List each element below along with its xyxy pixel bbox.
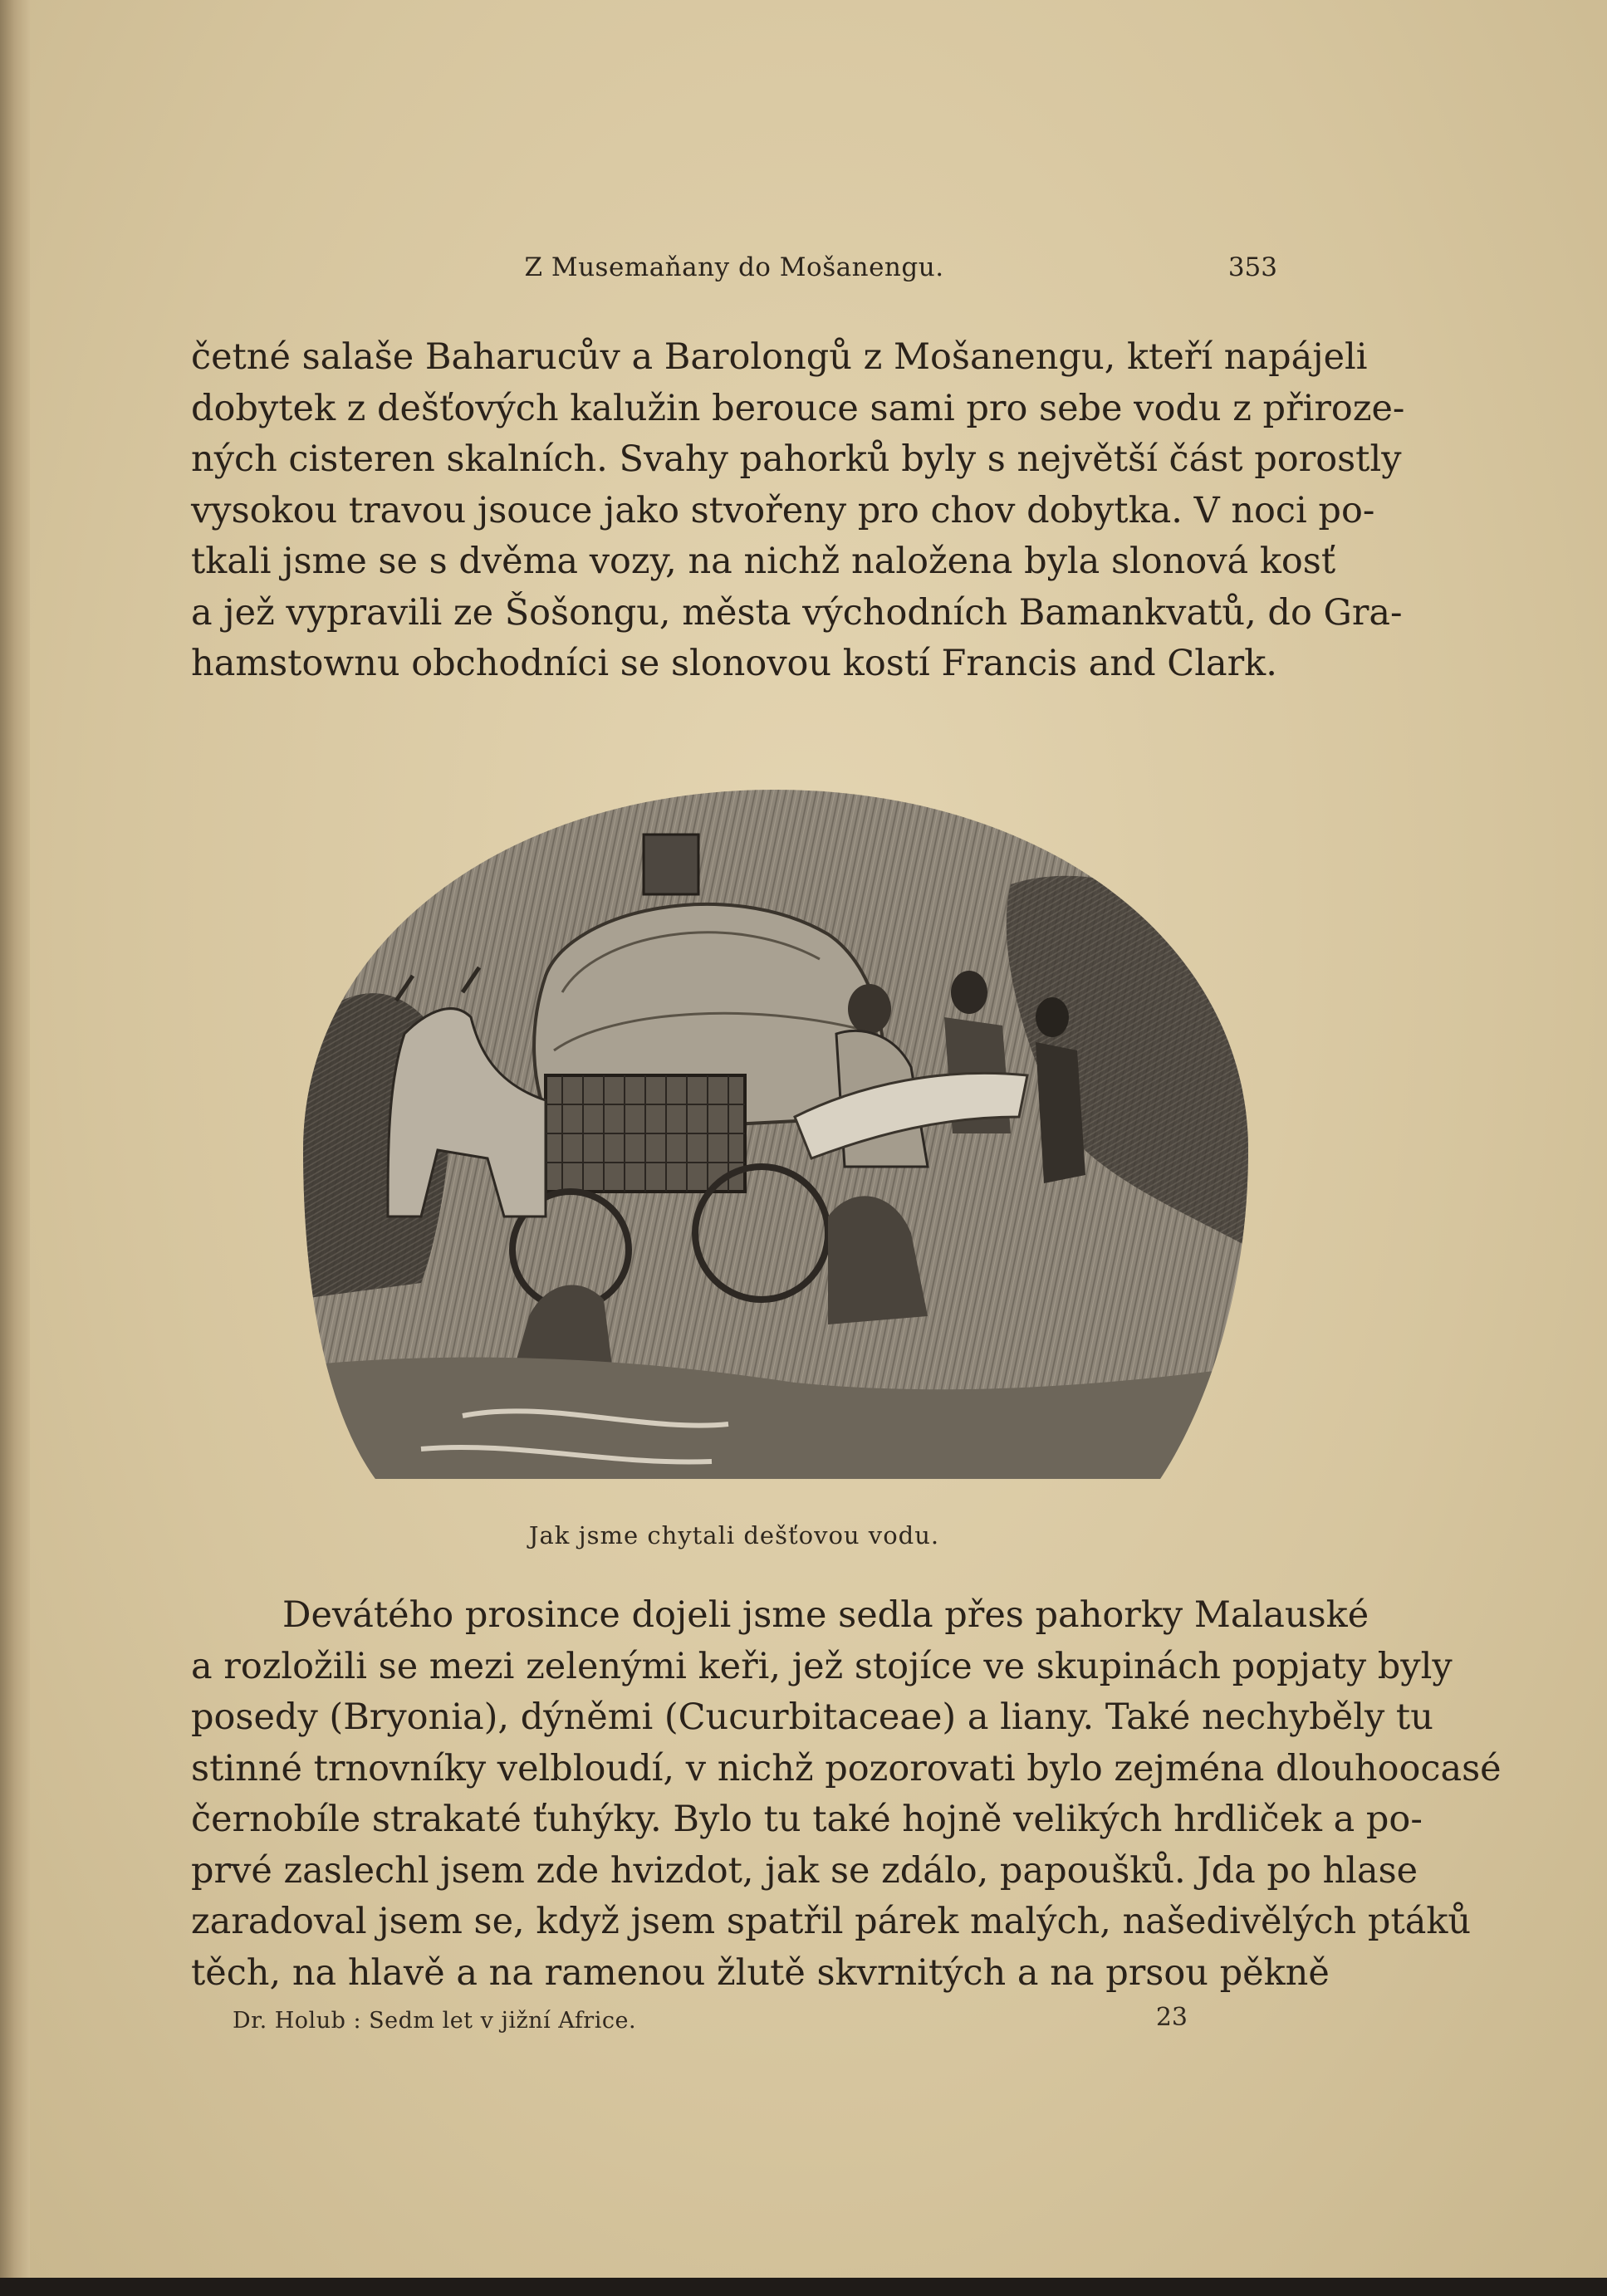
text-line: a rozložili se mezi zelenými keři, jež stojíce ve skupinách popjaty byly: [191, 1645, 1453, 1687]
text-line: četné salaše Baharucův a Barolongů z Mošanengu, kteří napájeli: [191, 336, 1368, 378]
text-line: černobíle strakaté ťuhýky. Bylo tu také hojně velikých hrdliček a po-: [191, 1799, 1423, 1840]
scan-bottom-edge: [0, 2278, 1607, 2296]
text-line: stinné trnovníky velbloudí, v nichž pozorovati bylo zejména dlouhoocasé: [191, 1747, 1502, 1789]
page-footer: [191, 2003, 1277, 2044]
text-line: tkali jsme se s dvěma vozy, na nichž naložena byla slonová kosť: [191, 541, 1336, 582]
text-line: posedy (Bryonia), dýněmi (Cucurbitaceae) a liany. Také nechyběly tu: [191, 1696, 1433, 1738]
text-line: a jež vypravili ze Šošongu, města východních Bamankvatů, do Gra-: [191, 591, 1403, 634]
engraving-scene: [296, 785, 1253, 1487]
text-line: Devátého prosince dojeli jsme sedla přes pahorky Malauské: [282, 1594, 1369, 1636]
paragraph-2: [191, 1590, 1502, 1999]
running-head: [191, 249, 1277, 289]
text-line: zaradoval jsem se, když jsem spatřil párek malých, našedivělých ptáků: [191, 1901, 1472, 1942]
footer-source: Dr. Holub : Sedm let v jižní Africe.: [233, 2008, 637, 2034]
page-binding-edge: [0, 0, 30, 2296]
text-line: prvé zaslechl jsem zde hvizdot, jak se zdálo, papoušků. Jda po hlase: [191, 1849, 1418, 1892]
text-line: ných cisteren skalních. Svahy pahorků byly s největší část porostly: [191, 438, 1402, 480]
page-number: 353: [1227, 252, 1277, 282]
engraving-illustration: [296, 785, 1253, 1487]
text-line: vysokou travou jsouce jako stvořeny pro chov dobytka. V noci po-: [191, 489, 1375, 531]
running-title: Z Musemaňany do Mošanengu.: [524, 252, 944, 282]
paragraph-1: [191, 332, 1405, 690]
text-line: hamstownu obchodníci se slonovou kostí Francis and Clark.: [191, 643, 1277, 684]
text-line: dobytek z dešťových kalužin berouce sami pro sebe vodu z přiroze-: [191, 387, 1405, 429]
illustration-caption: Jak jsme chytali dešťovou vodu.: [528, 1521, 940, 1549]
text-line: těch, na hlavě a na ramenou žlutě skvrnitých a na prsou pěkně: [191, 1951, 1330, 1994]
signature-mark: 23: [1155, 2003, 1188, 2032]
